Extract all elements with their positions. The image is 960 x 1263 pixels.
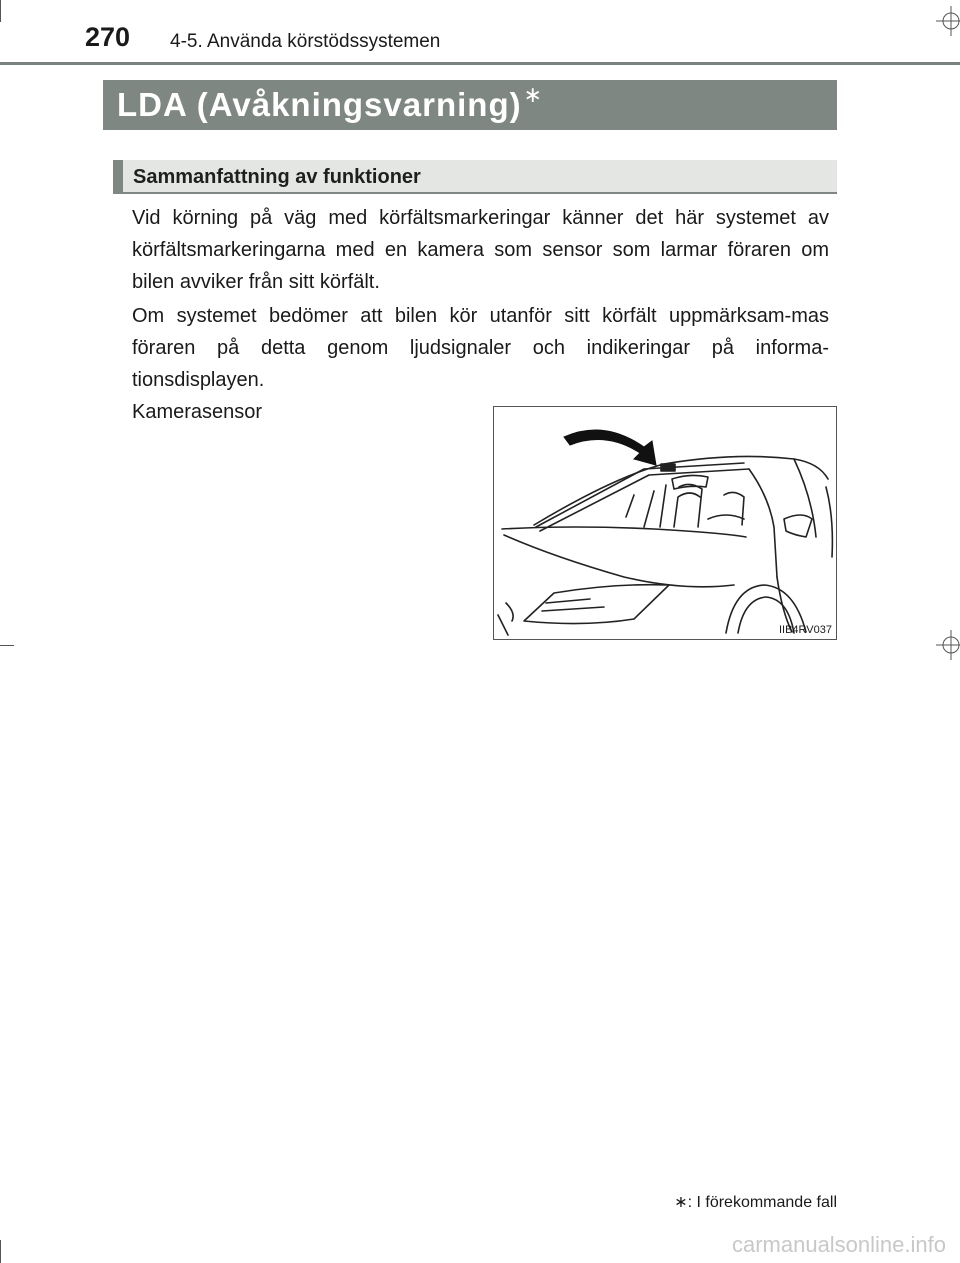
figure-caption: Kamerasensor	[132, 401, 263, 423]
asterisk-icon: ∗	[523, 82, 544, 107]
section-heading-text: Sammanfattning av funktioner	[133, 166, 421, 188]
section-heading	[113, 160, 837, 194]
body-paragraph-2: Om systemet bedömer att bilen kör utanför sitt körfält uppmärksam-mas föraren på detta genom ljudsignaler och indikeringar på informa-tionsdisplayen.	[132, 305, 829, 391]
footnote: ∗: I förekommande fall	[674, 1194, 837, 1211]
page-number: 270	[85, 22, 131, 52]
page-title	[103, 80, 837, 130]
crop-mark-top-left	[0, 0, 1, 22]
chapter-title: 4-5. Använda körstödssystemen	[170, 31, 441, 52]
figure-code: IIB4RV037	[778, 624, 832, 636]
section-accent	[113, 160, 123, 192]
registration-mark-right-middle	[936, 630, 960, 660]
car-windshield-drawing	[494, 407, 838, 641]
pointer-arrow-icon	[564, 430, 656, 465]
page-title-text: LDA (Avåkningsvarning)	[117, 86, 522, 123]
crop-mark-left-middle	[0, 645, 14, 646]
camera-sensor-illustration	[493, 406, 837, 640]
crop-mark-bottom-left	[0, 1240, 1, 1263]
registration-mark-top-right	[936, 6, 960, 36]
body-paragraph-1: Vid körning på väg med körfältsmarkeringar känner det här systemet av körfältsmarkeringarna med en kamera som sensor som larmar föraren om bilen avviker från sitt körfält.	[132, 207, 829, 293]
watermark: carmanualsonline.info	[731, 1232, 946, 1257]
header-rule	[0, 62, 960, 65]
